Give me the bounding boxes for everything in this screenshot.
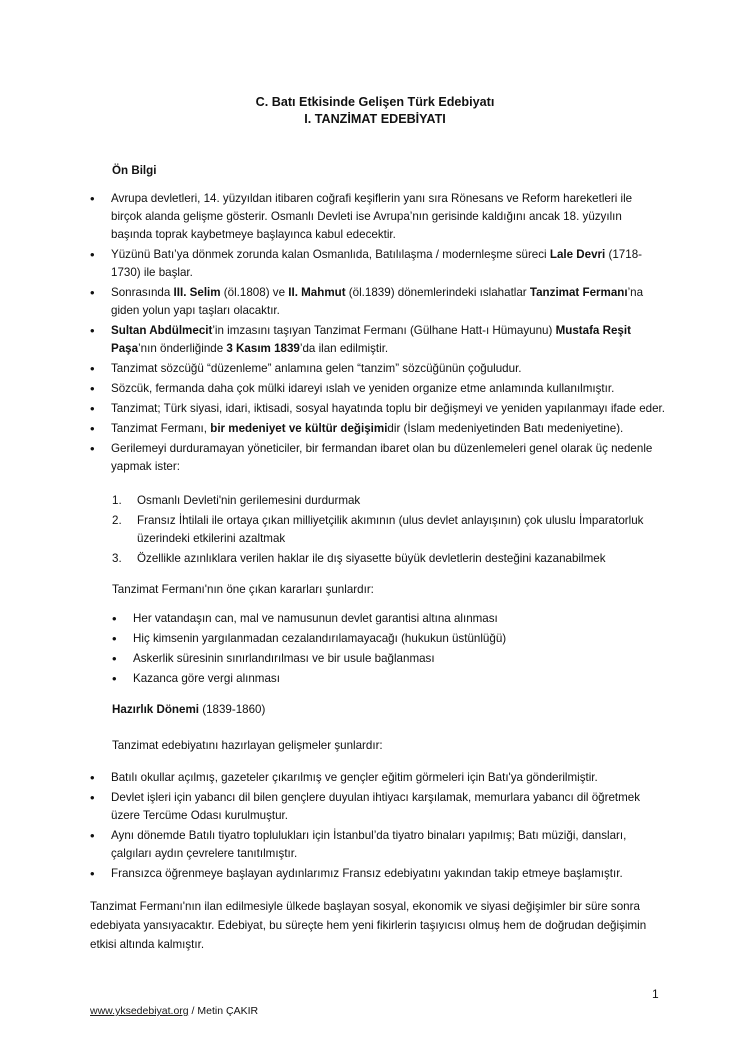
bold-term: III. Selim	[173, 286, 221, 299]
item-text: Osmanlı Devleti'nin gerilemesini durdurmak	[137, 494, 361, 507]
footer-author: / Metin ÇAKIR	[188, 1005, 259, 1017]
page-number: 1	[652, 987, 659, 1001]
list-item: • Fransızca öğrenmeye başlayan aydınlarımız Fransız edebiyatını yakından takip etmeye başlamıştır.	[90, 865, 665, 883]
kararlar-list	[112, 610, 667, 690]
text-segment: (1718-1730) ile başlar.	[111, 248, 643, 279]
list-item: • Aynı dönemde Batılı tiyatro toplulukları için İstanbul’da tiyatro binaları yapılmış; Batı müziği, dansları, çalgıları aydın çevrelere tanıtılmıştır.	[90, 827, 665, 863]
text-segment: (öl.1808) ve	[220, 286, 289, 299]
list-item	[90, 440, 665, 476]
numbered-item	[112, 492, 667, 510]
numbered-item	[112, 550, 667, 568]
item-number: 2.	[112, 514, 122, 527]
gelismeler-list	[90, 769, 665, 885]
list-item	[90, 284, 665, 320]
hazirlik-intro: Tanzimat edebiyatını hazırlayan gelişmeler şunlardır:	[112, 739, 383, 752]
list-item: • Batılı okullar açılmış, gazeteler çıkarılmış ve gençler eğitim görmeleri için Batı'ya gönderilmiştir.	[90, 769, 665, 787]
hazirlik-heading	[112, 701, 677, 719]
closing-paragraph: Tanzimat Fermanı'nın ilan edilmesiyle ülkede başlayan sosyal, ekonomik ve siyasi değişimler bir süre sonra edebiyata yansıyacaktır. Edebiyat, bu süreçte hem yeni fikirlerin taşıyıcısı olmuş hem de doğrudan değişimin etkisi altında kalmıştır.	[90, 900, 647, 951]
list-item	[90, 322, 665, 358]
bold-term: Tanzimat Fermanı	[529, 286, 628, 299]
text-segment: Tanzimat sözcüğü “düzenleme” anlamına gelen “tanzim” sözcüğünün çoğuludur.	[111, 362, 522, 375]
reasons-list	[112, 492, 667, 570]
bold-term: 3 Kasım 1839	[226, 342, 300, 355]
footer	[90, 1002, 258, 1020]
hazirlik-title: Hazırlık Dönemi	[112, 703, 199, 716]
text-segment: Avrupa devletleri, 14. yüzyıldan itibaren coğrafi keşiflerin yanı sıra Rönesans ve Reform hareketleri ile birçok alanda gelişme gösterir. Osmanlı Devleti ise Avrupa’nın gerisinde kaldığını ancak 18. yüzyılın başında toprak kaybetmeye başlayınca kabul edecektir.	[111, 192, 633, 241]
list-item	[90, 400, 665, 418]
text-segment: Yüzünü Batı’ya dönmek zorunda kalan Osmanlıda, Batılılaşma / modernleşme süreci	[111, 248, 550, 261]
text-segment: dir (İslam medeniyetinden Batı medeniyetine).	[387, 422, 624, 435]
hazirlik-years: (1839-1860)	[198, 703, 266, 716]
document-title: C. Batı Etkisinde Gelişen Türk Edebiyatı	[255, 95, 495, 109]
list-item: • Kazanca göre vergi alınması	[112, 670, 667, 688]
on-bilgi-heading: Ön Bilgi	[112, 164, 157, 177]
text-segment: Sözcük, fermanda daha çok mülki idareyi ıslah ve yeniden organize etme anlamında kullanılmıştır.	[111, 382, 615, 395]
text-segment: ’nın önderliğinde	[138, 342, 227, 355]
text-segment: Tanzimat Fermanı,	[111, 422, 211, 435]
item-number: 3.	[112, 552, 122, 565]
numbered-item	[112, 512, 667, 548]
item-text: Fransız İhtilali ile ortaya çıkan milliyetçilik akımının (ulus devlet anlayışının) çok uluslu İmparatorluk üzerindeki etkilerini azaltmak	[137, 514, 644, 545]
bold-term: bir medeniyet ve kültür değişimi	[210, 422, 388, 435]
text-segment: ’da ilan edilmiştir.	[299, 342, 389, 355]
text-segment: ’in imzasını taşıyan Tanzimat Fermanı (Gülhane Hatt-ı Hümayunu)	[212, 324, 556, 337]
bold-term: Lale Devri	[549, 248, 606, 261]
list-item	[90, 360, 665, 378]
on-bilgi-list	[90, 190, 665, 478]
text-segment: (öl.1839) dönemlerindeki ıslahatlar	[345, 286, 530, 299]
list-item: • Hiç kimsenin yargılanmadan cezalandırılamayacağı (hukukun üstünlüğü)	[112, 630, 667, 648]
bold-term: Sultan Abdülmecit	[111, 324, 213, 337]
list-item: • Her vatandaşın can, mal ve namusunun devlet garantisi altına alınması	[112, 610, 667, 628]
list-item	[90, 190, 665, 244]
list-item: • Askerlik süresinin sınırlandırılması ve bir usule bağlanması	[112, 650, 667, 668]
item-number: 1.	[112, 494, 122, 507]
list-item	[90, 420, 665, 438]
section-title: I. TANZİMAT EDEBİYATI	[304, 112, 446, 126]
item-text: Özellikle azınlıklara verilen haklar ile dış siyasette büyük devletlerin desteğini kazanabilmek	[137, 552, 606, 565]
text-segment: Tanzimat; Türk siyasi, idari, iktisadi, sosyal hayatında toplu bir değişmeyi ve yeniden yapılanmayı ifade eder.	[111, 402, 665, 415]
footer-link[interactable]: www.yksedebiyat.org	[90, 1005, 189, 1017]
list-item	[90, 380, 665, 398]
bold-term: II. Mahmut	[288, 286, 346, 299]
list-item	[90, 246, 665, 282]
text-segment: ’na giden yolun yapı taşları olacaktır.	[111, 286, 644, 317]
text-segment: Gerilemeyi durduramayan yöneticiler, bir fermandan ibaret olan bu düzenlemeleri genel olarak üç nedenle yapmak ister:	[111, 442, 653, 473]
kararlar-intro: Tanzimat Fermanı'nın öne çıkan kararları şunlardır:	[112, 583, 374, 596]
bold-term: Mustafa Reşit Paşa	[111, 324, 631, 355]
text-segment: Sonrasında	[111, 286, 174, 299]
list-item: • Devlet işleri için yabancı dil bilen gençlere duyulan ihtiyacı karşılamak, memurlara yabancı dil öğretmek üzere Tercüme Odası kurulmuştur.	[90, 789, 665, 825]
